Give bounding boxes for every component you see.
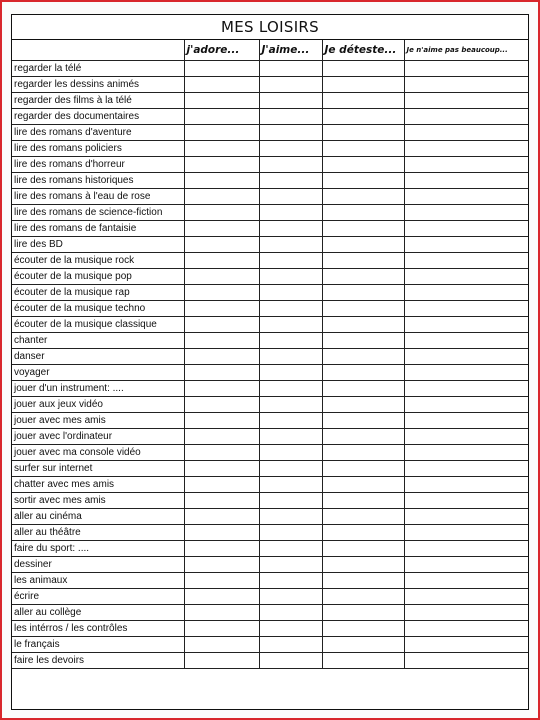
activity-label: le français	[12, 636, 184, 652]
table-body	[12, 60, 528, 668]
answer-cell-jaime[interactable]	[259, 428, 322, 444]
answer-cell-je-naime-pas-beaucoup[interactable]	[404, 188, 528, 204]
activity-label: lire des romans historiques	[12, 172, 184, 188]
answer-cell-je-naime-pas-beaucoup[interactable]	[404, 524, 528, 540]
activity-label: regarder la télé	[12, 60, 184, 76]
answer-cell-je-naime-pas-beaucoup[interactable]	[404, 492, 528, 508]
activity-label: écouter de la musique classique	[12, 316, 184, 332]
table-row	[12, 444, 528, 460]
answer-cell-je-naime-pas-beaucoup[interactable]	[404, 476, 528, 492]
answer-cell-jaime[interactable]	[259, 220, 322, 236]
answer-cell-je-naime-pas-beaucoup[interactable]	[404, 572, 528, 588]
answer-cell-jaime[interactable]	[259, 332, 322, 348]
answer-cell-jadore[interactable]	[184, 236, 259, 252]
answer-cell-jadore[interactable]	[184, 348, 259, 364]
table-row	[12, 300, 528, 316]
answer-cell-jadore[interactable]	[184, 460, 259, 476]
answer-cell-jaime[interactable]	[259, 492, 322, 508]
activity-label: chatter avec mes amis	[12, 476, 184, 492]
answer-cell-jaime[interactable]	[259, 92, 322, 108]
answer-cell-je-deteste[interactable]	[322, 284, 404, 300]
answer-cell-je-deteste[interactable]	[322, 428, 404, 444]
header-je-naime-pas-beaucoup: Je n'aime pas beaucoup...	[404, 40, 528, 60]
answer-cell-jaime[interactable]	[259, 412, 322, 428]
table-row	[12, 652, 528, 668]
answer-cell-jadore[interactable]	[184, 204, 259, 220]
answer-cell-je-deteste[interactable]	[322, 204, 404, 220]
answer-cell-jaime[interactable]	[259, 156, 322, 172]
answer-cell-jadore[interactable]	[184, 364, 259, 380]
answer-cell-je-naime-pas-beaucoup[interactable]	[404, 588, 528, 604]
answer-cell-je-naime-pas-beaucoup[interactable]	[404, 236, 528, 252]
answer-cell-je-deteste[interactable]	[322, 252, 404, 268]
answer-cell-je-deteste[interactable]	[322, 476, 404, 492]
answer-cell-jadore[interactable]	[184, 396, 259, 412]
answer-cell-jaime[interactable]	[259, 380, 322, 396]
table-row	[12, 588, 528, 604]
activity-label: lire des romans d'aventure	[12, 124, 184, 140]
answer-cell-jaime[interactable]	[259, 108, 322, 124]
answer-cell-jaime[interactable]	[259, 588, 322, 604]
answer-cell-je-naime-pas-beaucoup[interactable]	[404, 140, 528, 156]
answer-cell-je-naime-pas-beaucoup[interactable]	[404, 124, 528, 140]
activity-label: chanter	[12, 332, 184, 348]
table-row	[12, 124, 528, 140]
answer-cell-jaime[interactable]	[259, 508, 322, 524]
table-row	[12, 284, 528, 300]
table-row	[12, 492, 528, 508]
activity-label: faire du sport: ....	[12, 540, 184, 556]
answer-cell-je-naime-pas-beaucoup[interactable]	[404, 636, 528, 652]
answer-cell-je-naime-pas-beaucoup[interactable]	[404, 316, 528, 332]
answer-cell-jadore[interactable]	[184, 492, 259, 508]
answer-cell-jaime[interactable]	[259, 300, 322, 316]
answer-cell-je-naime-pas-beaucoup[interactable]	[404, 268, 528, 284]
answer-cell-jadore[interactable]	[184, 92, 259, 108]
answer-cell-jadore[interactable]	[184, 60, 259, 76]
header-je-deteste: Je déteste...	[322, 40, 404, 60]
activity-label: écouter de la musique techno	[12, 300, 184, 316]
table-row	[12, 236, 528, 252]
table-row	[12, 460, 528, 476]
answer-cell-je-deteste[interactable]	[322, 348, 404, 364]
activity-label: surfer sur internet	[12, 460, 184, 476]
answer-cell-je-deteste[interactable]	[322, 540, 404, 556]
answer-cell-je-deteste[interactable]	[322, 380, 404, 396]
answer-cell-je-naime-pas-beaucoup[interactable]	[404, 428, 528, 444]
answer-cell-je-naime-pas-beaucoup[interactable]	[404, 604, 528, 620]
activity-label: lire des romans d'horreur	[12, 156, 184, 172]
answer-cell-je-naime-pas-beaucoup[interactable]	[404, 156, 528, 172]
answer-cell-jaime[interactable]	[259, 652, 322, 668]
activity-label: faire les devoirs	[12, 652, 184, 668]
answer-cell-je-deteste[interactable]	[322, 620, 404, 636]
table-row	[12, 220, 528, 236]
answer-cell-je-naime-pas-beaucoup[interactable]	[404, 396, 528, 412]
answer-cell-je-deteste[interactable]	[322, 60, 404, 76]
answer-cell-je-naime-pas-beaucoup[interactable]	[404, 76, 528, 92]
answer-cell-je-naime-pas-beaucoup[interactable]	[404, 92, 528, 108]
answer-cell-jaime[interactable]	[259, 556, 322, 572]
answer-cell-jaime[interactable]	[259, 572, 322, 588]
answer-cell-je-deteste[interactable]	[322, 492, 404, 508]
answer-cell-je-deteste[interactable]	[322, 268, 404, 284]
answer-cell-jaime[interactable]	[259, 60, 322, 76]
answer-cell-je-deteste[interactable]	[322, 508, 404, 524]
table-row	[12, 412, 528, 428]
activity-label: voyager	[12, 364, 184, 380]
answer-cell-je-naime-pas-beaucoup[interactable]	[404, 252, 528, 268]
table-row	[12, 380, 528, 396]
table-row	[12, 476, 528, 492]
answer-cell-je-naime-pas-beaucoup[interactable]	[404, 620, 528, 636]
answer-cell-jadore[interactable]	[184, 300, 259, 316]
table-row	[12, 204, 528, 220]
answer-cell-je-deteste[interactable]	[322, 172, 404, 188]
answer-cell-je-naime-pas-beaucoup[interactable]	[404, 204, 528, 220]
answer-cell-je-naime-pas-beaucoup[interactable]	[404, 172, 528, 188]
activity-label: aller au collège	[12, 604, 184, 620]
answer-cell-jadore[interactable]	[184, 268, 259, 284]
activity-label: regarder les dessins animés	[12, 76, 184, 92]
answer-cell-je-deteste[interactable]	[322, 188, 404, 204]
table-row	[12, 172, 528, 188]
table-row	[12, 268, 528, 284]
activity-label: lire des romans de fantaisie	[12, 220, 184, 236]
worksheet-title: MES LOISIRS	[221, 18, 319, 36]
answer-cell-je-deteste[interactable]	[322, 364, 404, 380]
answer-cell-je-naime-pas-beaucoup[interactable]	[404, 460, 528, 476]
answer-cell-jadore[interactable]	[184, 588, 259, 604]
answer-cell-jadore[interactable]	[184, 188, 259, 204]
answer-cell-jadore[interactable]	[184, 172, 259, 188]
answer-cell-jaime[interactable]	[259, 396, 322, 412]
answer-cell-jadore[interactable]	[184, 124, 259, 140]
answer-cell-jaime[interactable]	[259, 172, 322, 188]
table-row	[12, 556, 528, 572]
answer-cell-jaime[interactable]	[259, 252, 322, 268]
answer-cell-je-naime-pas-beaucoup[interactable]	[404, 540, 528, 556]
answer-cell-je-deteste[interactable]	[322, 588, 404, 604]
answer-cell-je-deteste[interactable]	[322, 444, 404, 460]
table-row	[12, 92, 528, 108]
answer-cell-jaime[interactable]	[259, 284, 322, 300]
answer-cell-je-deteste[interactable]	[322, 108, 404, 124]
answer-cell-jadore[interactable]	[184, 380, 259, 396]
activity-label: jouer avec l'ordinateur	[12, 428, 184, 444]
answer-cell-je-naime-pas-beaucoup[interactable]	[404, 332, 528, 348]
activity-label: aller au cinéma	[12, 508, 184, 524]
table-row	[12, 572, 528, 588]
answer-cell-jaime[interactable]	[259, 268, 322, 284]
activity-label: jouer avec ma console vidéo	[12, 444, 184, 460]
answer-cell-jaime[interactable]	[259, 204, 322, 220]
table-row	[12, 604, 528, 620]
answer-cell-je-naime-pas-beaucoup[interactable]	[404, 444, 528, 460]
table-row	[12, 60, 528, 76]
activity-label: les animaux	[12, 572, 184, 588]
answer-cell-jaime[interactable]	[259, 364, 322, 380]
answer-cell-je-naime-pas-beaucoup[interactable]	[404, 652, 528, 668]
answer-cell-je-deteste[interactable]	[322, 524, 404, 540]
activity-label: sortir avec mes amis	[12, 492, 184, 508]
table-row	[12, 428, 528, 444]
answer-cell-je-deteste[interactable]	[322, 652, 404, 668]
activity-label: écouter de la musique rock	[12, 252, 184, 268]
answer-cell-jaime[interactable]	[259, 524, 322, 540]
answer-cell-je-deteste[interactable]	[322, 124, 404, 140]
activity-label: dessiner	[12, 556, 184, 572]
activity-label: écouter de la musique pop	[12, 268, 184, 284]
answer-cell-je-deteste[interactable]	[322, 156, 404, 172]
table-row	[12, 364, 528, 380]
activity-label: regarder des films à la télé	[12, 92, 184, 108]
answer-cell-jaime[interactable]	[259, 348, 322, 364]
activity-label: les intérros / les contrôles	[12, 620, 184, 636]
table-row	[12, 108, 528, 124]
title-row	[12, 15, 528, 40]
answer-cell-je-naime-pas-beaucoup[interactable]	[404, 284, 528, 300]
answer-cell-jadore[interactable]	[184, 620, 259, 636]
answer-cell-jadore[interactable]	[184, 556, 259, 572]
table-row	[12, 620, 528, 636]
answer-cell-je-deteste[interactable]	[322, 300, 404, 316]
answer-cell-je-deteste[interactable]	[322, 140, 404, 156]
table-row	[12, 252, 528, 268]
table-row	[12, 524, 528, 540]
table-row	[12, 188, 528, 204]
answer-cell-jaime[interactable]	[259, 604, 322, 620]
answer-cell-je-naime-pas-beaucoup[interactable]	[404, 348, 528, 364]
answer-cell-jadore[interactable]	[184, 652, 259, 668]
answer-cell-jadore[interactable]	[184, 508, 259, 524]
header-jaime: J'aime...	[259, 40, 322, 60]
header-row	[12, 40, 528, 60]
answer-cell-je-deteste[interactable]	[322, 92, 404, 108]
answer-cell-jaime[interactable]	[259, 76, 322, 92]
answer-cell-jadore[interactable]	[184, 220, 259, 236]
answer-cell-jadore[interactable]	[184, 428, 259, 444]
answer-cell-je-deteste[interactable]	[322, 332, 404, 348]
activity-label: danser	[12, 348, 184, 364]
answer-cell-jaime[interactable]	[259, 140, 322, 156]
answer-cell-jadore[interactable]	[184, 316, 259, 332]
answer-cell-jadore[interactable]	[184, 444, 259, 460]
answer-cell-jadore[interactable]	[184, 76, 259, 92]
activity-label: jouer avec mes amis	[12, 412, 184, 428]
answer-cell-je-naime-pas-beaucoup[interactable]	[404, 60, 528, 76]
answer-cell-jaime[interactable]	[259, 540, 322, 556]
answer-cell-jadore[interactable]	[184, 156, 259, 172]
header-jadore: j'adore...	[184, 40, 259, 60]
activity-label: jouer d'un instrument: ....	[12, 380, 184, 396]
activity-label: lire des romans policiers	[12, 140, 184, 156]
header-activity	[12, 40, 184, 60]
answer-cell-jaime[interactable]	[259, 316, 322, 332]
table-row	[12, 316, 528, 332]
answer-cell-jaime[interactable]	[259, 460, 322, 476]
answer-cell-je-naime-pas-beaucoup[interactable]	[404, 300, 528, 316]
table-row	[12, 540, 528, 556]
answer-cell-jadore[interactable]	[184, 252, 259, 268]
answer-cell-jadore[interactable]	[184, 604, 259, 620]
activity-label: jouer aux jeux vidéo	[12, 396, 184, 412]
answer-cell-je-deteste[interactable]	[322, 636, 404, 652]
activity-label: écouter de la musique rap	[12, 284, 184, 300]
answer-cell-jadore[interactable]	[184, 524, 259, 540]
activity-label: lire des romans à l'eau de rose	[12, 188, 184, 204]
answer-cell-je-deteste[interactable]	[322, 236, 404, 252]
answer-cell-jadore[interactable]	[184, 332, 259, 348]
answer-cell-jadore[interactable]	[184, 140, 259, 156]
answer-cell-jadore[interactable]	[184, 412, 259, 428]
answer-cell-jaime[interactable]	[259, 124, 322, 140]
answer-cell-jadore[interactable]	[184, 476, 259, 492]
answer-cell-je-naime-pas-beaucoup[interactable]	[404, 508, 528, 524]
table-row	[12, 396, 528, 412]
activity-label: lire des BD	[12, 236, 184, 252]
worksheet	[11, 14, 529, 710]
activity-label: lire des romans de science-fiction	[12, 204, 184, 220]
answer-cell-je-deteste[interactable]	[322, 572, 404, 588]
answer-cell-je-deteste[interactable]	[322, 316, 404, 332]
answer-cell-jaime[interactable]	[259, 236, 322, 252]
answer-cell-je-deteste[interactable]	[322, 556, 404, 572]
answer-cell-jadore[interactable]	[184, 540, 259, 556]
answer-cell-je-deteste[interactable]	[322, 604, 404, 620]
table-row	[12, 508, 528, 524]
answer-cell-jaime[interactable]	[259, 476, 322, 492]
answer-cell-je-deteste[interactable]	[322, 396, 404, 412]
table-row	[12, 156, 528, 172]
table-row	[12, 636, 528, 652]
table-row	[12, 140, 528, 156]
answer-cell-jadore[interactable]	[184, 108, 259, 124]
answer-cell-jaime[interactable]	[259, 188, 322, 204]
answer-cell-je-deteste[interactable]	[322, 220, 404, 236]
answer-cell-jaime[interactable]	[259, 444, 322, 460]
answer-cell-je-deteste[interactable]	[322, 412, 404, 428]
table-row	[12, 332, 528, 348]
answer-cell-je-naime-pas-beaucoup[interactable]	[404, 380, 528, 396]
preferences-table	[12, 40, 528, 669]
answer-cell-je-naime-pas-beaucoup[interactable]	[404, 412, 528, 428]
answer-cell-je-deteste[interactable]	[322, 460, 404, 476]
answer-cell-jadore[interactable]	[184, 636, 259, 652]
answer-cell-jadore[interactable]	[184, 572, 259, 588]
answer-cell-jaime[interactable]	[259, 620, 322, 636]
answer-cell-je-deteste[interactable]	[322, 76, 404, 92]
answer-cell-jaime[interactable]	[259, 636, 322, 652]
activity-label: aller au théâtre	[12, 524, 184, 540]
answer-cell-je-naime-pas-beaucoup[interactable]	[404, 220, 528, 236]
activity-label: écrire	[12, 588, 184, 604]
activity-label: regarder des documentaires	[12, 108, 184, 124]
table-row	[12, 348, 528, 364]
table-row	[12, 76, 528, 92]
answer-cell-je-naime-pas-beaucoup[interactable]	[404, 108, 528, 124]
answer-cell-je-naime-pas-beaucoup[interactable]	[404, 556, 528, 572]
answer-cell-jadore[interactable]	[184, 284, 259, 300]
answer-cell-je-naime-pas-beaucoup[interactable]	[404, 364, 528, 380]
